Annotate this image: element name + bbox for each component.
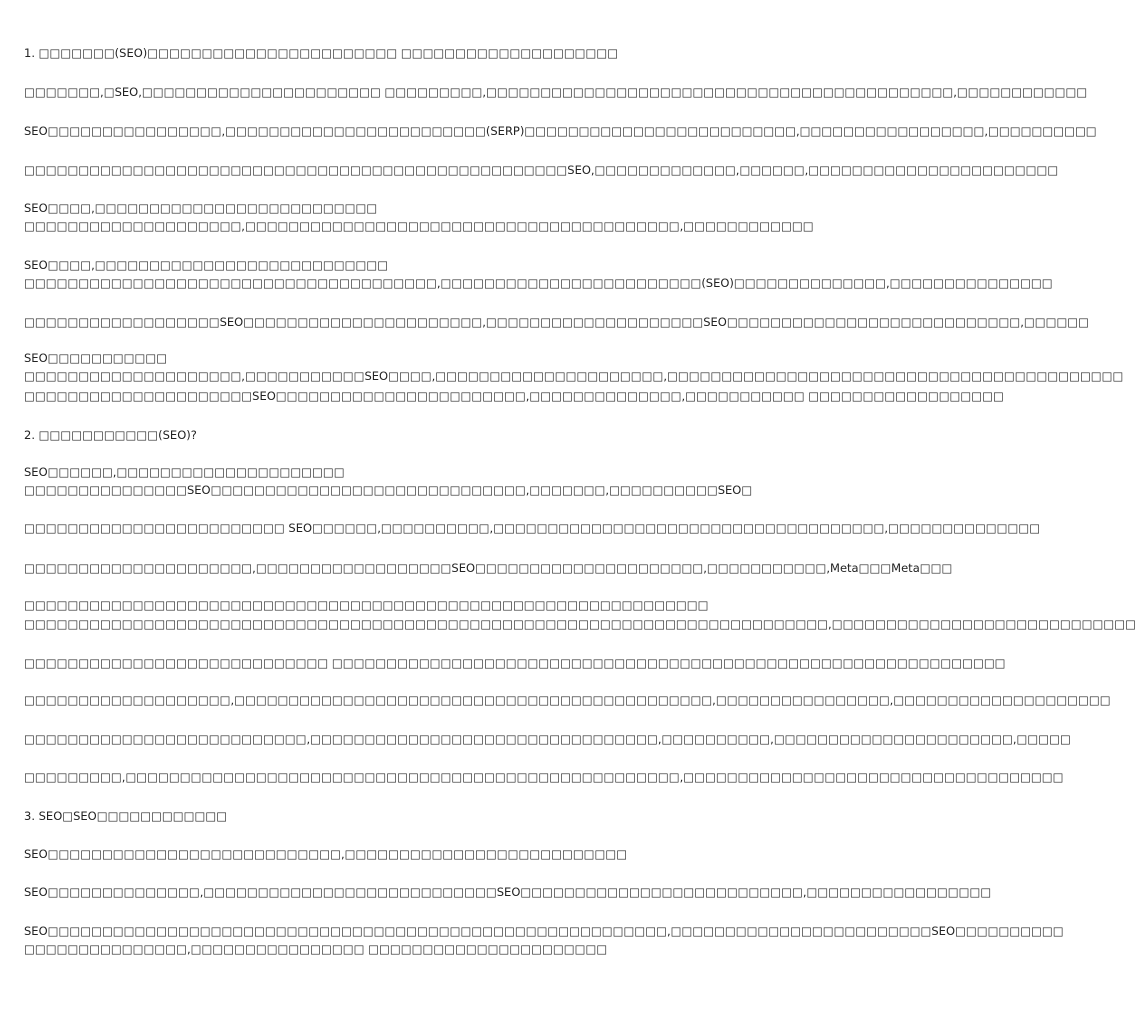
paragraph-line: SEO□□□□□□,□□□□□□□□□□□□□□□□□□□□□ (24, 465, 345, 479)
paragraph-line: □□□□□□□□□□□□□□□□□□□□□□□□□□□□ □□□□□□□□□□□□□□□□□□□□□□□□□□□□□□□□□□□□□□□□□□□□□□□□□□□□□□□□□□□□□□ (24, 656, 1006, 670)
paragraph-line: □□□□□□□□□□□□□□□□□□□□□,□□□□□□□□□□□□□□□□□□SEO□□□□□□□□□□□□□□□□□□□□□,□□□□□□□□□□□,Meta□□□Meta□□□ (24, 561, 953, 575)
heading-section-1: 1. □□□□□□□(SEO)□□□□□□□□□□□□□□□□□□□□□□□ □□□□□□□□□□□□□□□□□□□□ (24, 46, 619, 60)
paragraph-line: SEO□□□□,□□□□□□□□□□□□□□□□□□□□□□□□□□□ (24, 258, 389, 272)
paragraph-line: □□□□□□□□□□□□□□□□□□□□□□□□□□□□□□□□□□□□□□□□□□□□□□□□□□□□□□□□□□□□□□□□□□□□□□□□□□,□□□□□□□□□□□□□□□□□□□□□□□□□□□□ (24, 617, 1136, 631)
paragraph-line: SEO□□□□□□□□□□□□□□□□,□□□□□□□□□□□□□□□□□□□□□□□□(SERP)□□□□□□□□□□□□□□□□□□□□□□□□□,□□□□□□□□□□□□□□□□□,□□□□□□□□□□ (24, 124, 1097, 138)
paragraph-line: SEO□□□□□□□□□□□ (24, 351, 168, 365)
paragraph-line: □□□□□□□□□□□□□□□SEO□□□□□□□□□□□□□□□□□□□□□□□□□□□□□,□□□□□□□,□□□□□□□□□□SEO□ (24, 483, 753, 497)
paragraph-line: □□□□□□□□□□□□□□□□□□□□□□□□□□,□□□□□□□□□□□□□□□□□□□□□□□□□□□□□□□□,□□□□□□□□□□,□□□□□□□□□□□□□□□□□□□□□□,□□□□□ (24, 732, 1071, 746)
paragraph-line: □□□□□□□□□□□□□□□□□□□□□SEO□□□□□□□□□□□□□□□□□□□□□□□,□□□□□□□□□□□□□□,□□□□□□□□□□□ □□□□□□□□□□□□□□□□□□ (24, 389, 1004, 403)
paragraph-line: □□□□□□□,□SEO,□□□□□□□□□□□□□□□□□□□□□□ □□□□□□□□□,□□□□□□□□□□□□□□□□□□□□□□□□□□□□□□□□□□□□□□□□□□□,□□□□□□□□□□□□ (24, 85, 1088, 99)
heading-section-3: 3. SEO□SEO□□□□□□□□□□□□ (24, 809, 228, 823)
paragraph-line: □□□□□□□□□□□□□□□□□□SEO□□□□□□□□□□□□□□□□□□□□□□,□□□□□□□□□□□□□□□□□□□□SEO□□□□□□□□□□□□□□□□□□□□□□□□□□□,□□□□□□ (24, 315, 1090, 329)
paragraph-line: SEO□□□□□□□□□□□□□□,□□□□□□□□□□□□□□□□□□□□□□□□□□□SEO□□□□□□□□□□□□□□□□□□□□□□□□□□,□□□□□□□□□□□□□□□□□ (24, 885, 992, 899)
paragraph-line: □□□□□□□□□□□□□□□□□□□□□□□□□□□□□□□□□□□□□□□□□□□□□□□□□□SEO,□□□□□□□□□□□□□,□□□□□□,□□□□□□□□□□□□□□□□□□□□□□□ (24, 163, 1059, 177)
paragraph-line: □□□□□□□□□□□□□□□□□□□□,□□□□□□□□□□□□□□□□□□□□□□□□□□□□□□□□□□□□□□□□,□□□□□□□□□□□□ (24, 219, 814, 233)
paragraph-line: □□□□□□□□□□□□□□□□□□□□,□□□□□□□□□□□SEO□□□□,□□□□□□□□□□□□□□□□□□□□□,□□□□□□□□□□□□□□□□□□□□□□□□□□□□□□□□□□□□□□□□□□ (24, 369, 1124, 383)
paragraph-line: SEO□□□□□□□□□□□□□□□□□□□□□□□□□□□□□□□□□□□□□□□□□□□□□□□□□□□□□□□□□,□□□□□□□□□□□□□□□□□□□□□□□□SEO□□□□□□□□□□ (24, 924, 1064, 938)
paragraph-line: □□□□□□□□□□□□□□□□□□□□□□□□ SEO□□□□□□,□□□□□□□□□□,□□□□□□□□□□□□□□□□□□□□□□□□□□□□□□□□□□□□,□□□□□□□□□□□□□□ (24, 521, 1041, 535)
paragraph-line: □□□□□□□□□□□□□□□□□□□,□□□□□□□□□□□□□□□□□□□□□□□□□□□□□□□□□□□□□□□□□□□□,□□□□□□□□□□□□□□□□,□□□□□□□□□□□□□□□□□□□□ (24, 693, 1111, 707)
paragraph-line: SEO□□□□□□□□□□□□□□□□□□□□□□□□□□□,□□□□□□□□□□□□□□□□□□□□□□□□□□ (24, 847, 628, 861)
paragraph-line: □□□□□□□□□□□□□□□□□□□□□□□□□□□□□□□□□□□□□□,□□□□□□□□□□□□□□□□□□□□□□□□(SEO)□□□□□□□□□□□□□□,□□□□□□□□□□□□□□□ (24, 276, 1053, 290)
paragraph-line: □□□□□□□□□,□□□□□□□□□□□□□□□□□□□□□□□□□□□□□□□□□□□□□□□□□□□□□□□□□□□,□□□□□□□□□□□□□□□□□□□□□□□□□□□□□□□□□□□ (24, 770, 1064, 784)
paragraph-line: □□□□□□□□□□□□□□□□□□□□□□□□□□□□□□□□□□□□□□□□□□□□□□□□□□□□□□□□□□□□□□□ (24, 598, 709, 612)
paragraph-line: SEO□□□□,□□□□□□□□□□□□□□□□□□□□□□□□□□ (24, 201, 378, 215)
heading-section-2: 2. □□□□□□□□□□□(SEO)? (24, 428, 197, 442)
paragraph-line: □□□□□□□□□□□□□□□,□□□□□□□□□□□□□□□□ □□□□□□□□□□□□□□□□□□□□□□ (24, 942, 608, 956)
